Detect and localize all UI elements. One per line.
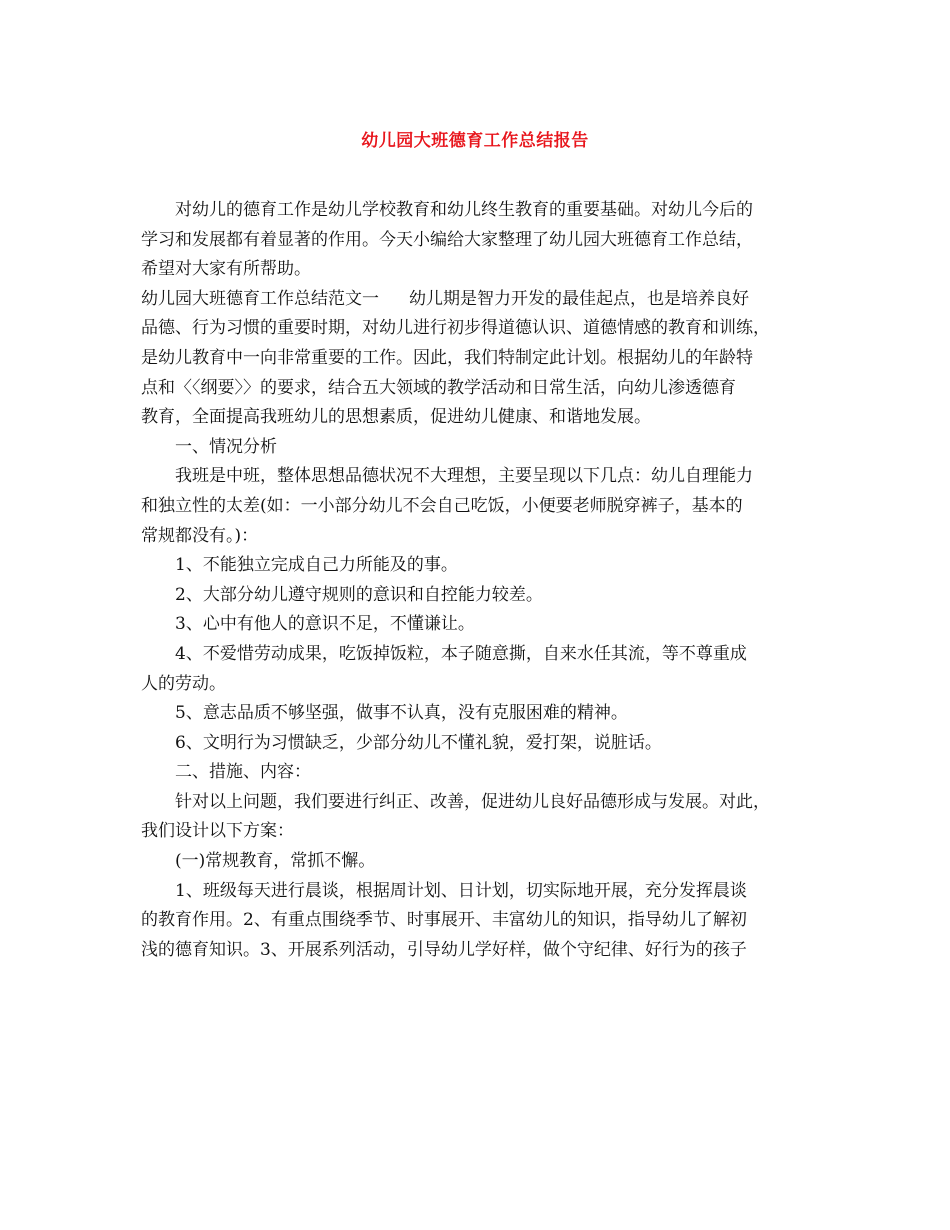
- body-line: 1、不能独立完成自己力所能及的事。: [175, 555, 458, 576]
- body-line: 点和〈〈纲要〉〉的要求，结合五大领域的教学活动和日常生活，向幼儿渗透德育: [141, 377, 736, 398]
- body-line: 3、心中有他人的意识不足，不懂谦让。: [175, 614, 475, 635]
- body-line: 浅的德育知识。3、开展系列活动，引导幼儿学好样，做个守纪律、好行为的孩子: [141, 939, 747, 960]
- body-line-section-heading: [141, 285, 831, 315]
- section-text: 幼儿期是智力开发的最佳起点，也是培养良好: [409, 288, 749, 309]
- body-line: 4、不爱惜劳动成果，吃饭掉饭粒，本子随意撕，自来水任其流，等不尊重成: [175, 643, 747, 664]
- body-line: 的教育作用。2、有重点围绕季节、时事展开、丰富幼儿的知识，指导幼儿了解初: [141, 910, 747, 931]
- body-line: 5、意志品质不够坚强，做事不认真，没有克服困难的精神。: [175, 703, 628, 724]
- body-line: 我们设计以下方案：: [141, 821, 294, 842]
- body-line: 1、班级每天进行晨谈，根据周计划、日计划，切实际地开展，充分发挥晨谈: [175, 880, 747, 901]
- body-line: 一、情况分析: [175, 436, 277, 457]
- body-line: 人的劳动。: [141, 673, 226, 694]
- body-line: 2、大部分幼儿遵守规则的意识和自控能力较差。: [175, 584, 543, 605]
- document-title: 幼儿园大班德育工作总结报告: [361, 131, 589, 151]
- document-body: [141, 196, 831, 965]
- body-line: 常规都没有。)：: [141, 525, 259, 546]
- body-line: (一)常规教育，常抓不懈。: [175, 851, 376, 872]
- body-line: 我班是中班，整体思想品德状况不大理想，主要呈现以下几点：幼儿自理能力: [175, 466, 753, 487]
- section-heading: 幼儿园大班德育工作总结范文一: [141, 288, 379, 309]
- body-line: 教育，全面提高我班幼儿的思想素质，促进幼儿健康、和谐地发展。: [141, 407, 651, 428]
- body-line: 6、文明行为习惯缺乏，少部分幼儿不懂礼貌，爱打架，说脏话。: [175, 732, 662, 753]
- body-line: 学习和发展都有着显著的作用。今天小编给大家整理了幼儿园大班德育工作总结，: [141, 229, 753, 250]
- body-line: 针对以上问题，我们要进行纠正、改善，促进幼儿良好品德形成与发展。对此，: [175, 791, 770, 812]
- body-line: 对幼儿的德育工作是幼儿学校教育和幼儿终生教育的重要基础。对幼儿今后的: [175, 200, 753, 220]
- body-line: 是幼儿教育中一向非常重要的工作。因此，我们特制定此计划。根据幼儿的年龄特: [141, 347, 753, 368]
- body-line: 希望对大家有所帮助。: [141, 259, 311, 280]
- body-line: 二、措施、内容：: [175, 762, 311, 783]
- body-line: 品德、行为习惯的重要时期，对幼儿进行初步得道德认识、道德情感的教育和训练，: [141, 318, 770, 339]
- body-line: 和独立性的太差(如：一小部分幼儿不会自己吃饭，小便要老师脱穿裤子，基本的: [141, 495, 743, 516]
